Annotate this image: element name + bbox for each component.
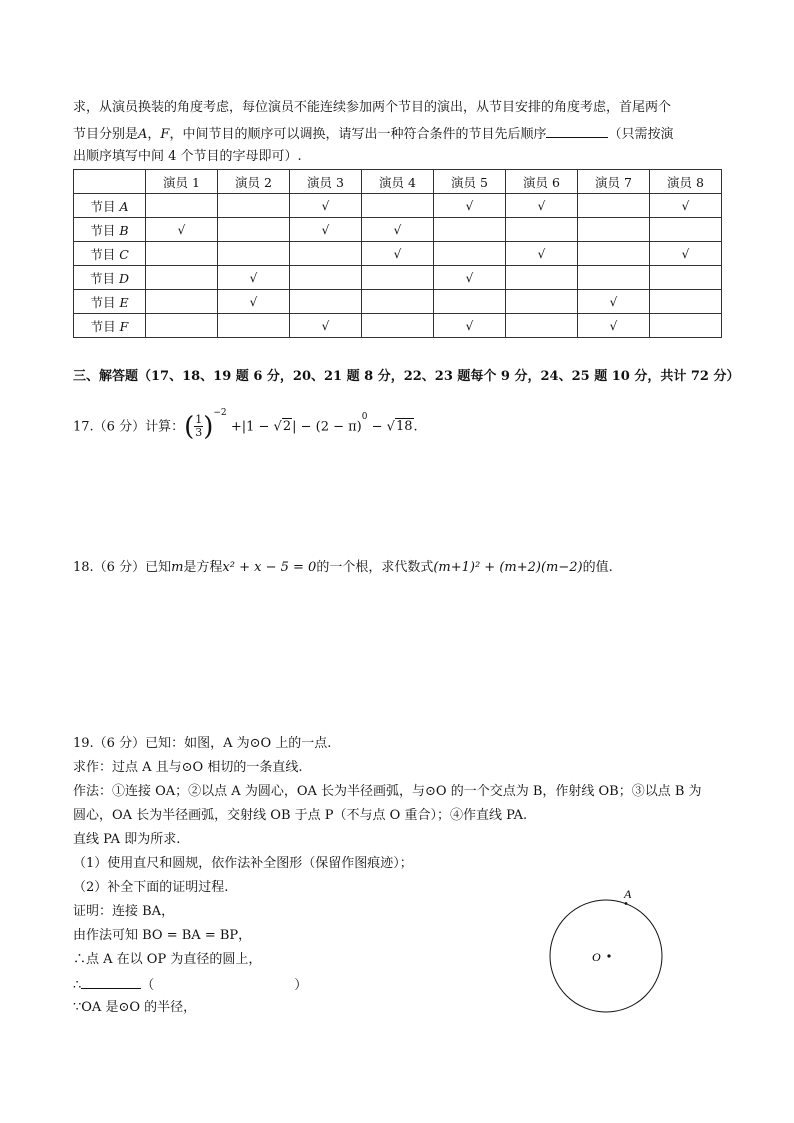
participation-cell: [578, 314, 650, 338]
q19-line-12: ∵OA 是⊙O 的半径，: [73, 1000, 197, 1015]
participation-cell: [218, 218, 290, 242]
table-row: [74, 194, 722, 218]
table-header-performer-6: 演员 6: [506, 170, 578, 194]
check-mark: √: [465, 271, 474, 285]
participation-cell: [362, 314, 434, 338]
q19-line-10: ∴点 A 在以 OP 为直径的圆上，: [73, 952, 262, 967]
participation-cell: [362, 218, 434, 242]
q17-fraction: $\frac{1}{3}$: [195, 413, 203, 440]
participation-cell: [650, 218, 722, 242]
table-row: [74, 266, 722, 290]
program-label-text: 节目: [90, 318, 116, 334]
q18-expression: (m+1)² + (m+2)(m−2): [433, 560, 583, 575]
participation-cell: [506, 194, 578, 218]
participation-cell: [506, 218, 578, 242]
participation-cell: [578, 194, 650, 218]
check-mark: √: [537, 199, 546, 213]
participation-cell: [578, 218, 650, 242]
check-mark: √: [249, 271, 258, 285]
check-mark: √: [321, 223, 330, 237]
participation-cell: [434, 218, 506, 242]
participation-cell: [650, 242, 722, 266]
participation-cell: [146, 194, 218, 218]
participation-cell: [506, 266, 578, 290]
check-mark: √: [321, 319, 330, 333]
answer-blank-reason[interactable]: [154, 977, 294, 989]
program-label-text: 节目: [90, 198, 116, 214]
q17-sqrt-2: 2: [282, 419, 292, 435]
participation-cell: [362, 290, 434, 314]
q17-part-3: | − (2 − π): [292, 419, 362, 435]
program-label-text: 节目: [90, 246, 116, 262]
participation-cell: [506, 314, 578, 338]
q17-exponent-neg2: −2: [213, 408, 227, 418]
participation-cell: [434, 194, 506, 218]
participation-cell: [290, 218, 362, 242]
check-mark: √: [393, 247, 402, 261]
program-label-text: 节目: [89, 270, 115, 286]
participation-cell: [650, 290, 722, 314]
q19-therefore: ∴: [73, 978, 82, 993]
check-mark: √: [321, 199, 330, 213]
q17-exponent-0: 0: [361, 412, 368, 422]
point-a: [625, 902, 628, 905]
participation-cell: [506, 290, 578, 314]
program-letter: B: [119, 222, 129, 238]
table-row: [74, 242, 722, 266]
q18-mid-2: 的一个根，求代数式: [316, 560, 434, 575]
center-point-o: [607, 954, 610, 957]
participation-cell: [434, 242, 506, 266]
q19-line-6: （1）使用直尺和圆规，依作法补全图形（保留作图痕迹）；: [73, 856, 413, 871]
program-letter: C: [119, 246, 129, 262]
program-label-cell: [74, 266, 146, 290]
table-row: [74, 290, 722, 314]
q19-line-9: 由作法可知 BO = BA = BP，: [73, 928, 252, 943]
check-mark: √: [393, 223, 402, 237]
question-17: 17.（6 分）计算：( $\frac{1}{3}$ )$^{-2} +|1 - √2| - (2 - \pi)^0 - √18$.: [73, 408, 418, 442]
q18-prefix: 18.（6 分）已知: [73, 560, 172, 575]
q19-paren-open: （: [141, 978, 155, 993]
participation-cell: [650, 266, 722, 290]
check-mark: √: [609, 319, 618, 333]
q19-line-4: 圆心，OA 长为半径画弧，交射线 OB 于点 P（不与点 O 重合）；④作直线 PA.: [73, 808, 528, 823]
participation-cell: [146, 290, 218, 314]
q19-paren-close: ）: [294, 978, 308, 993]
program-label-text: 节目: [90, 222, 116, 238]
program-letter: E: [119, 294, 129, 310]
performer-table: [73, 169, 722, 338]
section-3-heading: 三、解答题（17、18、19 题 6 分，20、21 题 8 分，22、23 题每个 9 分，24、25 题 10 分，共计 72 分）: [73, 369, 740, 384]
program-label-cell: [74, 242, 146, 266]
participation-cell: [218, 314, 290, 338]
q17-prefix: 17.（6 分）计算：: [73, 419, 185, 435]
participation-cell: [362, 242, 434, 266]
q19-line-8: 证明：连接 BA，: [73, 904, 175, 919]
q17-part-4: −: [367, 419, 387, 435]
check-mark: √: [537, 247, 546, 261]
table-header-performer-1: 演员 1: [146, 170, 218, 194]
q17-part-2: +|1 −: [230, 419, 274, 435]
intro-line-3: 出顺序填写中间 4 个节目的字母即可）.: [73, 149, 302, 164]
q19-line-1: 19.（6 分）已知：如图，A 为⊙O 上的一点.: [73, 736, 332, 751]
program-label-cell: [74, 194, 146, 218]
intro-line-2-after: ，中间节目的顺序可以调换，请写出一种符合条件的节目先后顺序: [169, 127, 547, 142]
participation-cell: [146, 242, 218, 266]
participation-cell: [506, 242, 578, 266]
program-letter: F: [119, 318, 129, 334]
q19-line-7: （2）补全下面的证明过程.: [73, 880, 229, 895]
table-header-performer-8: 演员 8: [650, 170, 722, 194]
table-header-row: [74, 170, 722, 194]
table-header-performer-7: 演员 7: [578, 170, 650, 194]
program-letter: A: [119, 198, 129, 214]
participation-cell: [434, 290, 506, 314]
participation-cell: [650, 314, 722, 338]
participation-cell: [218, 242, 290, 266]
q18-variable-m: m: [171, 560, 184, 575]
circle-o: [550, 900, 662, 1012]
q19-line-2: 求作：过点 A 且与⊙O 相切的一条直线.: [73, 760, 303, 775]
participation-cell: [218, 266, 290, 290]
intro-line-2-before: 节目分别是: [73, 127, 139, 142]
program-label-cell: [74, 290, 146, 314]
check-mark: √: [465, 319, 474, 333]
table-header-performer-5: 演员 5: [434, 170, 506, 194]
q17-sqrt-18: 18: [395, 419, 413, 435]
participation-cell: [650, 194, 722, 218]
participation-cell: [362, 194, 434, 218]
q17-end: .: [413, 419, 418, 435]
q19-line-11: [73, 976, 307, 994]
participation-cell: [290, 266, 362, 290]
table-header-performer-3: 演员 3: [290, 170, 362, 194]
question-18: [73, 560, 613, 576]
q18-equation: x² + x − 5 = 0: [222, 560, 317, 575]
program-label-cell: [74, 314, 146, 338]
table-corner-cell: [74, 170, 146, 194]
check-mark: √: [177, 223, 186, 237]
participation-cell: [362, 266, 434, 290]
participation-cell: [218, 194, 290, 218]
check-mark: √: [465, 199, 474, 213]
program-letter: D: [118, 270, 130, 286]
participation-cell: [146, 314, 218, 338]
participation-cell: [290, 314, 362, 338]
participation-cell: [146, 218, 218, 242]
q18-end: 的值.: [582, 560, 613, 575]
participation-cell: [578, 266, 650, 290]
participation-cell: [290, 242, 362, 266]
q18-mid: 是方程: [183, 560, 223, 575]
circle-figure: [540, 880, 680, 1020]
participation-cell: [290, 194, 362, 218]
participation-cell: [146, 266, 218, 290]
table-header-performer-4: 演员 4: [362, 170, 434, 194]
participation-cell: [434, 314, 506, 338]
intro-line-1: 求，从演员换装的角度考虑，每位演员不能连续参加两个节目的演出，从节目安排的角度考虑，首尾两个: [73, 100, 672, 115]
check-mark: √: [249, 295, 258, 309]
table-row: [74, 314, 722, 338]
program-label-text: 节目: [90, 294, 116, 310]
q19-line-5: 直线 PA 即为所求.: [73, 832, 181, 847]
intro-line-2-tail: （只需按演: [608, 127, 674, 142]
program-label-cell: [74, 218, 146, 242]
participation-cell: [578, 242, 650, 266]
intro-line-2: [73, 125, 673, 143]
program-letter-a: A: [138, 127, 148, 142]
check-mark: √: [681, 199, 690, 213]
answer-blank-order[interactable]: [546, 125, 608, 138]
participation-cell: [578, 290, 650, 314]
table-row: [74, 218, 722, 242]
check-mark: √: [609, 295, 618, 309]
participation-cell: [290, 290, 362, 314]
participation-cell: [434, 266, 506, 290]
label-o: O: [592, 950, 601, 964]
table-body: [74, 194, 722, 338]
label-a: A: [624, 887, 632, 901]
check-mark: √: [681, 247, 690, 261]
intro-separator: ，: [147, 127, 161, 142]
q19-line-3: 作法：①连接 OA；②以点 A 为圆心，OA 长为半径画弧，与⊙O 的一个交点为 B，作射线 OB；③以点 B 为: [73, 784, 702, 799]
program-letter-f: F: [160, 127, 170, 142]
participation-cell: [218, 290, 290, 314]
table-header-performer-2: 演员 2: [218, 170, 290, 194]
answer-blank-conclusion[interactable]: [81, 976, 141, 989]
